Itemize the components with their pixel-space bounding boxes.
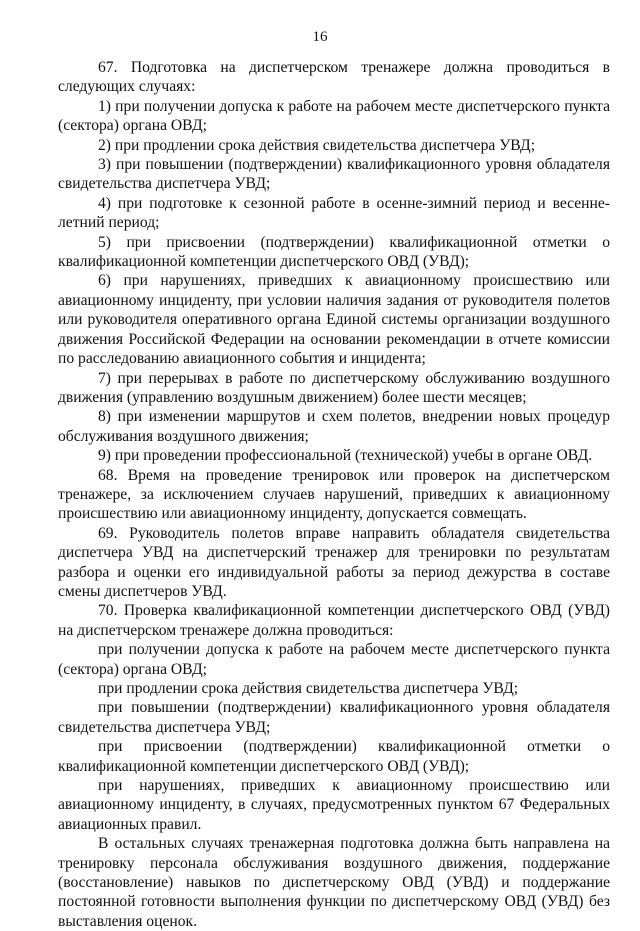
- list-item-70-3: при повышении (подтверждении) квалификационного уровня обладателя свидетельства диспетчера УВД;: [58, 699, 610, 736]
- list-item-67-5: 5) при присвоении (подтверждении) квалификационной отметки о квалификационной компетенции диспетчерского ОВД (УВД);: [58, 233, 610, 271]
- paragraph-68: 68. Время на проведение тренировок или проверок на диспетчерском тренажере, за исключением случаев нарушений, приведших к авиационному происшествию или авиационному инциденту, допускается совмещать.: [58, 466, 610, 523]
- list-item-70-2: при продлении срока действия свидетельства диспетчера УВД;: [98, 680, 519, 697]
- list-item-70-1: при получении допуска к работе на рабочем месте диспетчерского пункта (сектора) органа ОВД;: [58, 641, 610, 678]
- list-item-67-8: 8) при изменении маршрутов и схем полетов, внедрении новых процедур обслуживания воздушного движения;: [58, 408, 610, 445]
- list-item-70-4: при присвоении (подтверждении) квалификационной отметки о квалификационной компетенции диспетчерского ОВД (УВД);: [58, 738, 610, 775]
- list-item-67-1: 1) при получении допуска к работе на рабочем месте диспетчерского пункта (сектора) органа ОВД;: [58, 97, 610, 135]
- list-item-67-6: 6) при нарушениях, приведших к авиационному происшествию или авиационному инциденту, при условии наличия задания от руководителя полетов или руководителя оперативного органа Единой системы организации воздушного движения Российской Федерации на основании рекомендации в отчете комиссии по расследованию авиационного события и инцидента;: [58, 272, 610, 368]
- list-item-67-3: 3) при повышении (подтверждении) квалификационного уровня обладателя свидетельства диспетчера УВД;: [58, 156, 610, 193]
- paragraph-67: 67. Подготовка на диспетчерском тренажере должна проводиться в следующих случаях:: [58, 59, 610, 96]
- paragraph-closing: В остальных случаях тренажерная подготовка должна быть направлена на тренировку персонала обслуживания воздушного движения, поддержание (восстановление) навыков по диспетчерскому ОВД (УВД) и поддержание постоянной готовности выполнения функции по диспетчерскому ОВД (УВД) без выставления оценок.: [58, 835, 610, 930]
- list-item-67-2: 2) при продлении срока действия свидетельства диспетчера УВД;: [98, 136, 536, 154]
- list-item-70-5: при нарушениях, приведших к авиационному происшествию или авиационному инциденту, в случаях, предусмотренных пунктом 67 Федеральных авиационных правил.: [58, 777, 610, 833]
- paragraph-69: 69. Руководитель полетов вправе направить обладателя свидетельства диспетчера УВД на диспетчерский тренажер для тренировки по результатам разбора и оценки его индивидуальной работы за период дежурства в составе смены диспетчеров УВД.: [58, 524, 610, 600]
- document-body: [58, 58, 610, 931]
- list-item-67-7: 7) при перерывах в работе по диспетчерскому обслуживанию воздушного движения (управлению воздушным движением) более шести месяцев;: [58, 369, 610, 406]
- paragraph-70: 70. Проверка квалификационной компетенции диспетчерского ОВД (УВД) на диспетчерском тренажере должна проводиться:: [58, 602, 610, 639]
- list-item-67-9: 9) при проведении профессиональной (технической) учебы в органе ОВД.: [98, 447, 593, 465]
- list-item-67-4: 4) при подготовке к сезонной работе в осенне-зимний период и весенне-летний период;: [58, 194, 610, 232]
- page-number: 16: [312, 29, 328, 45]
